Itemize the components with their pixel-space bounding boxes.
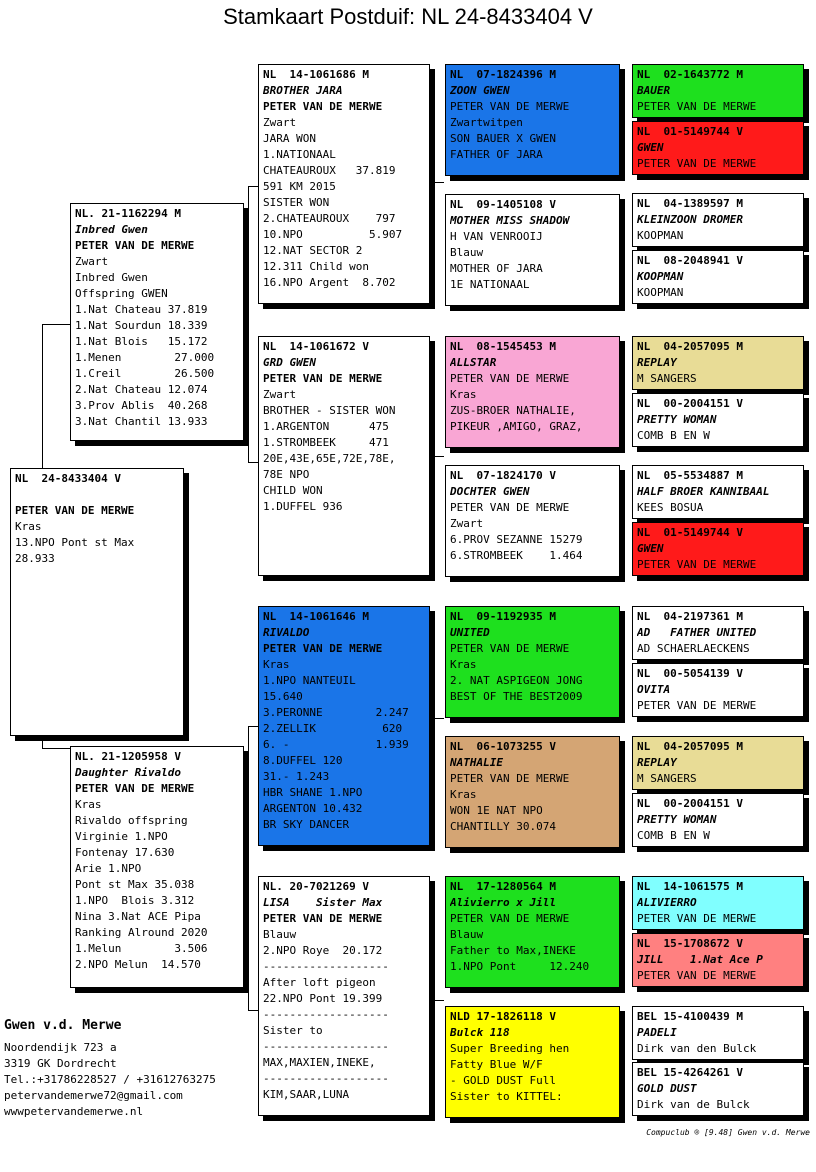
- card-line: PETER VAN DE MERWE: [450, 100, 570, 113]
- card-line: Pont st Max 35.038: [75, 878, 195, 891]
- card-line: MOTHER OF JARA: [450, 262, 543, 275]
- pedigree-card-father-mother: [258, 336, 430, 576]
- card-line: PETER VAN DE MERWE: [637, 699, 757, 712]
- pigeon-name: [15, 487, 179, 503]
- card-line: SISTER WON: [263, 196, 330, 209]
- card-line: HBR SHANE 1.NPO: [263, 786, 363, 799]
- card-line: PETER VAN DE MERWE: [450, 501, 570, 514]
- card-line: KOOPMAN: [637, 286, 684, 299]
- card-line: Kras: [450, 788, 477, 801]
- card-line: 3.Prov Ablis 40.268: [75, 399, 208, 412]
- card-line: CHANTILLY 30.074: [450, 820, 556, 833]
- card-line: 1.NPO Pont 12.240: [450, 960, 590, 973]
- card-line: 1.NPO NANTEUIL: [263, 674, 356, 687]
- pigeon-name: AD FATHER UNITED: [637, 626, 757, 639]
- card-line: 2. NAT ASPIGEON JONG: [450, 674, 583, 687]
- ring-number: NL 04-1389597 M: [637, 197, 743, 210]
- pigeon-name: GWEN: [637, 542, 664, 555]
- pedigree-card-g5-4: [632, 250, 804, 304]
- connector: [248, 726, 258, 727]
- card-line: KEES BOSUA: [637, 501, 704, 514]
- pedigree-card-mother-mother: [258, 876, 430, 1116]
- ring-number: NL 09-1192935 M: [450, 610, 556, 623]
- pedigree-card-fm-father: [445, 336, 620, 448]
- card-line: BR SKY DANCER: [263, 818, 350, 831]
- card-line: Kras: [15, 520, 42, 533]
- ring-number: NL 14-1061646 M: [263, 610, 369, 623]
- card-line: 1.Nat Sourdun 18.339: [75, 319, 208, 332]
- ring-number: NL 14-1061575 M: [637, 880, 743, 893]
- card-line: 12.311 Child won: [263, 260, 369, 273]
- breeder-email[interactable]: petervandemerwe72@gmail.com: [4, 1089, 183, 1102]
- card-line: 6.STROMBEEK 1.464: [450, 549, 583, 562]
- card-line: 591 KM 2015: [263, 180, 336, 193]
- card-line: 2.NPO Melun 14.570: [75, 958, 201, 971]
- card-line: 1.STROMBEEK 471: [263, 436, 389, 449]
- pedigree-card-ff-father: [445, 64, 620, 176]
- ring-number: NL 04-2057095 M: [637, 340, 743, 353]
- connector: [434, 182, 444, 183]
- card-line: Blauw: [450, 928, 484, 941]
- card-line: 16.NPO Argent 8.702: [263, 276, 396, 289]
- card-line: Zwart: [263, 388, 297, 401]
- card-line: Virginie 1.NPO: [75, 830, 168, 843]
- card-line: 2.CHATEAUROUX 797: [263, 212, 396, 225]
- card-line: Sister to KITTEL:: [450, 1090, 563, 1103]
- card-line: 1.NATIONAAL: [263, 148, 336, 161]
- card-line: 3.PERONNE 2.247: [263, 706, 409, 719]
- pigeon-name: Alivierro x Jill: [450, 896, 556, 909]
- pedigree-card-g5-8: [632, 522, 804, 576]
- card-line: Rivaldo offspring: [75, 814, 188, 827]
- breeder-city: 3319 GK Dordrecht: [4, 1057, 117, 1070]
- pigeon-name: KLEINZOON DROMER: [637, 213, 743, 226]
- card-line: Zwart: [75, 255, 109, 268]
- ring-number: NL 06-1073255 V: [450, 740, 556, 753]
- pigeon-name: RIVALDO: [263, 626, 310, 639]
- card-line: Dirk van de Bulck: [637, 1098, 750, 1111]
- card-line: 1.Menen 27.000: [75, 351, 215, 364]
- ring-number: NL 15-1708672 V: [637, 937, 743, 950]
- pedigree-card-g5-7: [632, 465, 804, 519]
- card-line: Blauw: [450, 246, 484, 259]
- card-line: PETER VAN DE MERWE: [450, 372, 570, 385]
- pigeon-name: GWEN: [637, 141, 664, 154]
- card-line: H VAN VENROOIJ: [450, 230, 543, 243]
- card-line: PETER VAN DE MERWE: [450, 912, 570, 925]
- pigeon-name: BROTHER JARA: [263, 84, 343, 97]
- ring-number: BEL 15-4264261 V: [637, 1066, 743, 1079]
- card-line: PETER VAN DE MERWE: [263, 642, 383, 655]
- card-line: 31.- 1.243: [263, 770, 330, 783]
- ring-number: NL 05-5534887 M: [637, 469, 743, 482]
- card-line: PETER VAN DE MERWE: [263, 912, 383, 925]
- pigeon-name: REPLAY: [637, 756, 677, 769]
- pedigree-card-g5-1: [632, 64, 804, 118]
- card-line: 12.NAT SECTOR 2: [263, 244, 363, 257]
- card-line: Kras: [75, 798, 102, 811]
- pedigree-card-father: [70, 203, 244, 441]
- card-line: BROTHER - SISTER WON: [263, 404, 396, 417]
- card-line: Kras: [450, 658, 477, 671]
- pigeon-name: PADELI: [637, 1026, 677, 1039]
- card-line: 6.PROV SEZANNE 15279: [450, 533, 583, 546]
- pigeon-name: ALLSTAR: [450, 356, 497, 369]
- card-line: PETER VAN DE MERWE: [637, 100, 757, 113]
- card-line: Ranking Alround 2020: [75, 926, 208, 939]
- card-line: Zwart: [263, 116, 297, 129]
- pedigree-card-g5-15: [632, 1006, 804, 1060]
- pigeon-name: BAUER: [637, 84, 671, 97]
- ring-number: NL 04-2057095 M: [637, 740, 743, 753]
- pigeon-name: KOOPMAN: [637, 270, 684, 283]
- ring-number: NL. 21-1162294 M: [75, 207, 181, 220]
- ring-number: NL 24-8433404 V: [15, 472, 121, 485]
- card-line: Offspring GWEN: [75, 287, 168, 300]
- ring-number: NL 01-5149744 V: [637, 526, 743, 539]
- connector: [434, 456, 444, 457]
- card-line: KOOPMAN: [637, 229, 684, 242]
- pedigree-card-g5-3: [632, 193, 804, 247]
- breeder-phone: Tel.:+31786228527 / +31612763275: [4, 1073, 216, 1086]
- card-line: After loft pigeon: [263, 976, 376, 989]
- card-line: 1.Nat Chateau 37.819: [75, 303, 208, 316]
- card-line: Kras: [450, 388, 477, 401]
- ring-number: NL 14-1061686 M: [263, 68, 369, 81]
- card-line: PETER VAN DE MERWE: [75, 239, 195, 252]
- card-line: Inbred Gwen: [75, 271, 148, 284]
- card-line: 1.DUFFEL 936: [263, 500, 343, 513]
- pigeon-name: MOTHER MISS SHADOW: [450, 214, 570, 227]
- card-line: PETER VAN DE MERWE: [637, 558, 757, 571]
- card-line: BEST OF THE BEST2009: [450, 690, 583, 703]
- pedigree-card-g5-6: [632, 393, 804, 447]
- ring-number: NL 14-1061672 V: [263, 340, 369, 353]
- card-line: 1.Creil 26.500: [75, 367, 215, 380]
- card-line: 15.640: [263, 690, 303, 703]
- card-line: 1.Melun 3.506: [75, 942, 208, 955]
- pedigree-card-g5-12: [632, 793, 804, 847]
- pedigree-card-g5-9: [632, 606, 804, 660]
- pigeon-name: PRETTY WOMAN: [637, 813, 717, 826]
- pedigree-card-g5-14: [632, 933, 804, 987]
- card-line: COMB B EN W: [637, 829, 710, 842]
- connector: [434, 718, 444, 719]
- card-line: -------------------: [263, 1072, 389, 1085]
- ring-number: NL 00-5054139 V: [637, 667, 743, 680]
- card-line: 28.933: [15, 552, 55, 565]
- breeder-info: [4, 1018, 216, 1120]
- card-line: FATHER OF JARA: [450, 148, 543, 161]
- pigeon-name: JILL 1.Nat Ace P: [637, 953, 763, 966]
- card-line: -------------------: [263, 1040, 389, 1053]
- card-line: WON 1E NAT NPO: [450, 804, 543, 817]
- card-line: -------------------: [263, 1008, 389, 1021]
- pedigree-card-g5-13: [632, 876, 804, 930]
- ring-number: NL 08-2048941 V: [637, 254, 743, 267]
- card-line: 3.Nat Chantil 13.933: [75, 415, 208, 428]
- card-line: 1.Nat Blois 15.172: [75, 335, 208, 348]
- card-line: ZUS-BROER NATHALIE,: [450, 404, 576, 417]
- card-line: ARGENTON 10.432: [263, 802, 363, 815]
- card-line: 2.ZELLIK 620: [263, 722, 403, 735]
- connector: [248, 186, 258, 187]
- pigeon-name: Bulck 118: [450, 1026, 510, 1039]
- pigeon-name: GOLD DUST: [637, 1082, 697, 1095]
- card-line: PETER VAN DE MERWE: [263, 100, 383, 113]
- card-line: Kras: [263, 658, 290, 671]
- connector: [434, 1000, 444, 1001]
- card-line: AD SCHAERLAECKENS: [637, 642, 750, 655]
- card-line: PETER VAN DE MERWE: [263, 372, 383, 385]
- ring-number: NLD 17-1826118 V: [450, 1010, 556, 1023]
- card-line: - GOLD DUST Full: [450, 1074, 556, 1087]
- card-line: 13.NPO Pont st Max: [15, 536, 135, 549]
- pedigree-card-mf-father: [445, 606, 620, 718]
- pigeon-name: OVITA: [637, 683, 671, 696]
- card-line: Blauw: [263, 928, 297, 941]
- page-title: Stamkaart Postduif: NL 24-8433404 V: [223, 4, 593, 29]
- card-line: 1.ARGENTON 475: [263, 420, 389, 433]
- card-line: PETER VAN DE MERWE: [450, 642, 570, 655]
- pedigree-card-g5-11: [632, 736, 804, 790]
- card-line: Arie 1.NPO: [75, 862, 142, 875]
- breeder-name: Gwen v.d. Merwe: [4, 1018, 122, 1033]
- card-line: 10.NPO 5.907: [263, 228, 403, 241]
- card-line: PETER VAN DE MERWE: [15, 504, 135, 517]
- card-line: PETER VAN DE MERWE: [450, 772, 570, 785]
- connector: [248, 462, 258, 463]
- pedigree-card-g5-2: [632, 121, 804, 175]
- pigeon-name: Inbred Gwen: [75, 223, 148, 236]
- card-line: Fontenay 17.630: [75, 846, 175, 859]
- pedigree-card-father-father: [258, 64, 430, 304]
- connector: [42, 324, 72, 325]
- card-line: Zwart: [450, 517, 484, 530]
- card-line: 8.DUFFEL 120: [263, 754, 343, 767]
- card-line: KIM,SAAR,LUNA: [263, 1088, 350, 1101]
- ring-number: NL. 21-1205958 V: [75, 750, 181, 763]
- pigeon-name: DOCHTER GWEN: [450, 485, 530, 498]
- pedigree-card-mm-father: [445, 876, 620, 988]
- card-line: PETER VAN DE MERWE: [637, 157, 757, 170]
- ring-number: NL 02-1643772 M: [637, 68, 743, 81]
- pedigree-card-g5-16: [632, 1062, 804, 1116]
- card-line: 6. - 1.939: [263, 738, 409, 751]
- card-line: CHILD WON: [263, 484, 323, 497]
- pedigree-card-mother-father: [258, 606, 430, 846]
- pedigree-card-subject: [10, 468, 184, 736]
- ring-number: NL 04-2197361 M: [637, 610, 743, 623]
- card-line: 22.NPO Pont 19.399: [263, 992, 383, 1005]
- pedigree-card-mf-mother: [445, 736, 620, 848]
- card-line: 2.NPO Roye 20.172: [263, 944, 383, 957]
- card-line: 1E NATIONAAL: [450, 278, 530, 291]
- pigeon-name: ALIVIERRO: [637, 896, 697, 909]
- card-line: PIKEUR ,AMIGO, GRAZ,: [450, 420, 583, 433]
- connector: [42, 748, 72, 749]
- pigeon-name: NATHALIE: [450, 756, 503, 769]
- pigeon-name: ZOON GWEN: [450, 84, 510, 97]
- pedigree-card-mm-mother: [445, 1006, 620, 1118]
- card-line: SON BAUER X GWEN: [450, 132, 556, 145]
- ring-number: NL 08-1545453 M: [450, 340, 556, 353]
- card-line: Nina 3.Nat ACE Pipa: [75, 910, 201, 923]
- connector: [248, 1010, 258, 1011]
- breeder-website[interactable]: wwwpetervandemerwe.nl: [4, 1105, 144, 1118]
- pedigree-card-g5-5: [632, 336, 804, 390]
- breeder-address: Noordendijk 723 a: [4, 1041, 117, 1054]
- card-line: PETER VAN DE MERWE: [637, 969, 757, 982]
- card-line: PETER VAN DE MERWE: [637, 912, 757, 925]
- ring-number: NL 00-2004151 V: [637, 397, 743, 410]
- pedigree-card-ff-mother: [445, 194, 620, 306]
- ring-number: NL 09-1405108 V: [450, 198, 556, 211]
- pigeon-name: Daughter Rivaldo: [75, 766, 181, 779]
- footer-credit: Compuclub ® [9.48] Gwen v.d. Merwe: [646, 1128, 810, 1137]
- ring-number: NL 17-1280564 M: [450, 880, 556, 893]
- pedigree-card-mother: [70, 746, 244, 988]
- card-line: CHATEAUROUX 37.819: [263, 164, 396, 177]
- pigeon-name: REPLAY: [637, 356, 677, 369]
- pedigree-card-g5-10: [632, 663, 804, 717]
- card-line: Father to Max,INEKE: [450, 944, 576, 957]
- card-line: Super Breeding hen: [450, 1042, 570, 1055]
- card-line: Zwartwitpen: [450, 116, 523, 129]
- card-line: Sister to: [263, 1024, 323, 1037]
- pigeon-name: LISA Sister Max: [263, 896, 383, 909]
- ring-number: NL 00-2004151 V: [637, 797, 743, 810]
- card-line: Fatty Blue W/F: [450, 1058, 543, 1071]
- card-line: 2.Nat Chateau 12.074: [75, 383, 208, 396]
- card-line: M SANGERS: [637, 372, 697, 385]
- ring-number: NL 01-5149744 V: [637, 125, 743, 138]
- card-line: 1.NPO Blois 3.312: [75, 894, 195, 907]
- ring-number: NL. 20-7021269 V: [263, 880, 369, 893]
- pigeon-name: PRETTY WOMAN: [637, 413, 717, 426]
- card-line: MAX,MAXIEN,INEKE,: [263, 1056, 376, 1069]
- ring-number: NL 07-1824396 M: [450, 68, 556, 81]
- pigeon-name: UNITED: [450, 626, 490, 639]
- pedigree-card-fm-mother: [445, 465, 620, 577]
- card-line: JARA WON: [263, 132, 316, 145]
- card-line: 78E NPO: [263, 468, 310, 481]
- ring-number: NL 07-1824170 V: [450, 469, 556, 482]
- card-line: 20E,43E,65E,72E,78E,: [263, 452, 396, 465]
- pigeon-name: HALF BROER KANNIBAAL: [637, 485, 770, 498]
- ring-number: BEL 15-4100439 M: [637, 1010, 743, 1023]
- card-line: -------------------: [263, 960, 389, 973]
- card-line: COMB B EN W: [637, 429, 710, 442]
- card-line: Dirk van den Bulck: [637, 1042, 757, 1055]
- pigeon-name: GRD GWEN: [263, 356, 316, 369]
- card-line: PETER VAN DE MERWE: [75, 782, 195, 795]
- card-line: M SANGERS: [637, 772, 697, 785]
